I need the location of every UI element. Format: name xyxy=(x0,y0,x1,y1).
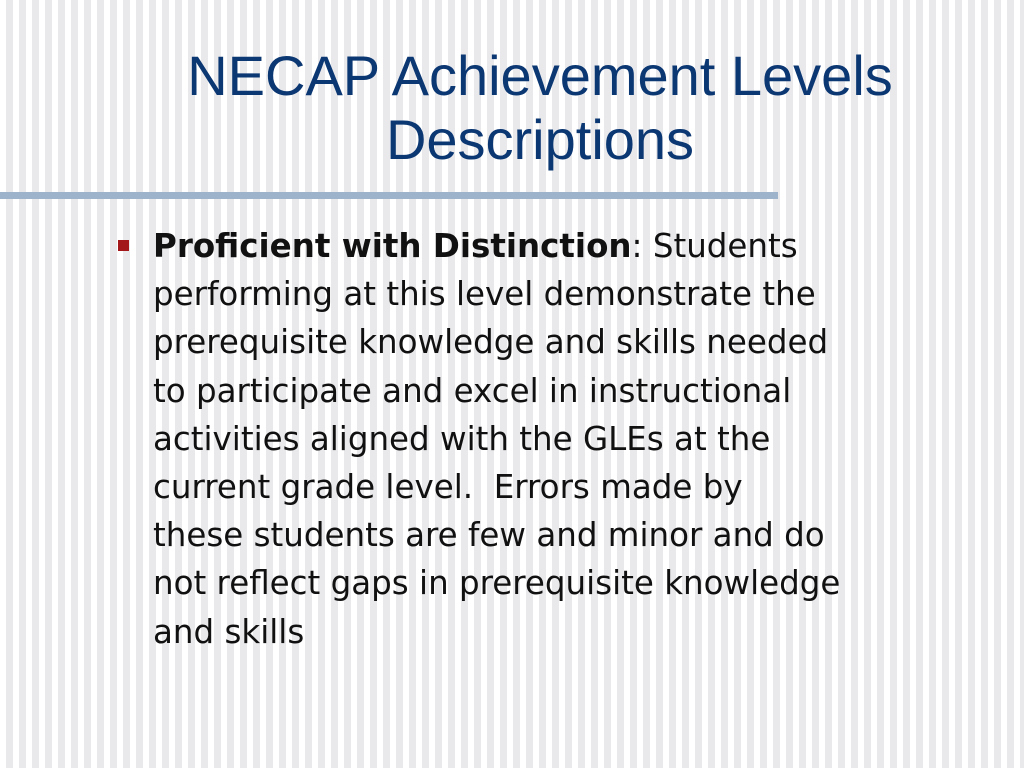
bullet-line-6: current grade level. Errors made by xyxy=(153,468,743,507)
bullet-line-2: performing at this level demonstrate the xyxy=(153,275,816,314)
bullet-line-8: not reflect gaps in prerequisite knowledge xyxy=(153,564,841,603)
title-divider xyxy=(0,192,778,199)
bullet-line-1: Students xyxy=(642,227,798,265)
bullet-line-9: and skills xyxy=(153,612,305,651)
bullet-line-3: prerequisite knowledge and skills needed xyxy=(153,323,829,362)
bullet-line-7: these students are few and minor and do xyxy=(153,516,825,555)
bullet-term: Proficient with Distinction xyxy=(153,227,632,265)
slide-title xyxy=(90,44,990,172)
slide-title-line-2: Descriptions xyxy=(385,108,695,171)
slide-title-line-1: NECAP Achievement Levels xyxy=(187,44,893,107)
bullet-line-4: to participate and excel in instructional xyxy=(153,371,792,410)
bullet-line-5: activities aligned with the GLEs at the xyxy=(153,419,771,458)
bullet-text xyxy=(153,222,1003,656)
bullet-separator: : xyxy=(631,227,643,265)
square-bullet-icon xyxy=(118,240,129,251)
